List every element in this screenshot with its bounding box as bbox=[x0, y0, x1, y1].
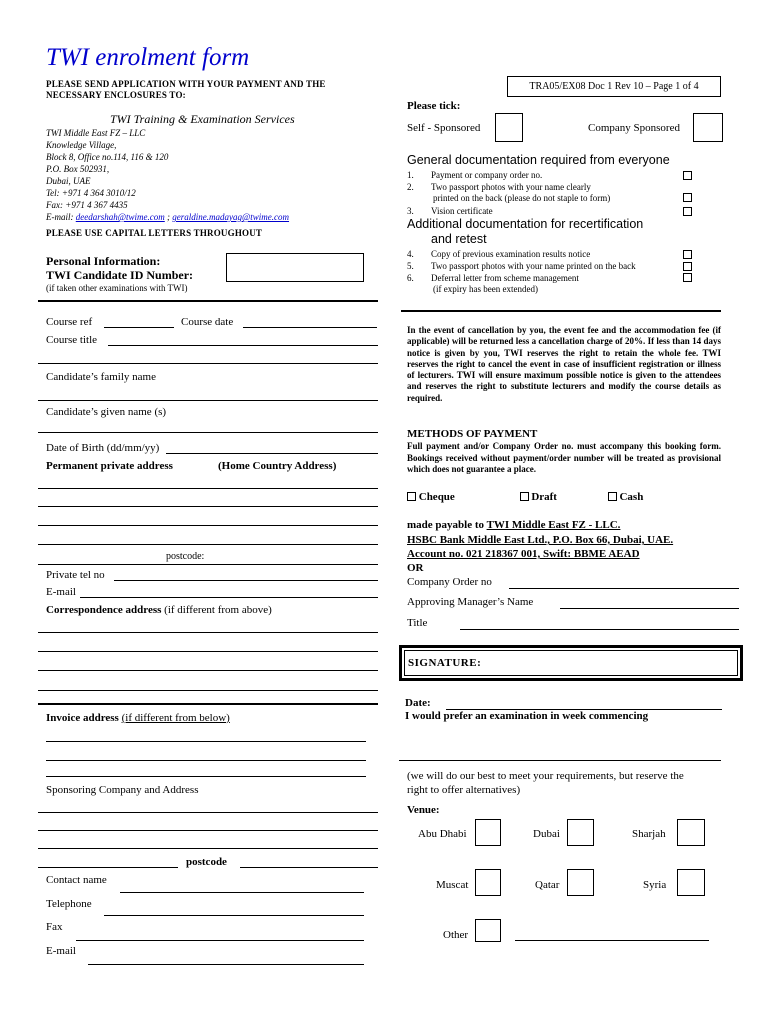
send-heading-1: PLEASE SEND APPLICATION WITH YOUR PAYMENT AND THE bbox=[46, 79, 326, 89]
capital-note: PLEASE USE CAPITAL LETTERS THROUGHOUT bbox=[46, 228, 263, 238]
perm-address-label: Permanent private address bbox=[46, 460, 173, 472]
date-label: Date: bbox=[405, 697, 431, 709]
course-date-field[interactable] bbox=[243, 327, 377, 328]
venue-muscat-checkbox[interactable] bbox=[475, 869, 501, 896]
corr-address-line-1[interactable] bbox=[38, 632, 378, 633]
doc-ref-box bbox=[507, 76, 721, 97]
bank-details: HSBC Bank Middle East Ltd., P.O. Box 66, Dubai, UAE. bbox=[407, 534, 674, 546]
account-details: Account no. 021 218367 001, Swift: BBME AEAD bbox=[407, 548, 640, 560]
home-country-label: (Home Country Address) bbox=[218, 460, 337, 472]
title-label: Title bbox=[407, 617, 428, 629]
perm-address-line-4[interactable] bbox=[38, 544, 378, 545]
postcode-field[interactable] bbox=[38, 564, 378, 565]
venue-qatar-checkbox[interactable] bbox=[567, 869, 594, 896]
sponsoring-line-1[interactable] bbox=[38, 812, 378, 813]
sponsoring-label: Sponsoring Company and Address bbox=[46, 784, 199, 796]
given-name-label: Candidate’s given name (s) bbox=[46, 406, 167, 418]
general-doc-item: 3. Vision certificate bbox=[407, 206, 493, 216]
email-link-1[interactable]: deedarshah@twime.com bbox=[75, 212, 165, 222]
course-ref-field[interactable] bbox=[104, 327, 174, 328]
venue-label: Venue: bbox=[407, 804, 440, 816]
perm-address-line-1[interactable] bbox=[38, 488, 378, 489]
address-line: Block 8, Office no.114, 116 & 120 bbox=[46, 152, 169, 162]
private-tel-label: Private tel no bbox=[46, 569, 105, 581]
company-sponsored-checkbox[interactable] bbox=[693, 113, 723, 142]
additional-docs-list bbox=[407, 249, 697, 296]
venue-abu-dhabi-label: Abu Dhabi bbox=[418, 828, 467, 840]
corr-address-label: Correspondence address bbox=[46, 604, 162, 616]
dob-label: Date of Birth (dd/mm/yy) bbox=[46, 442, 160, 454]
doc-5-checkbox[interactable] bbox=[683, 262, 692, 271]
postcode-label: postcode: bbox=[166, 551, 205, 562]
payment-text: Full payment and/or Company Order no. must accompany this booking form. Bookings received without payment/order number will be treated as provisional which does not guarantee a place. bbox=[407, 441, 721, 474]
or-label: OR bbox=[407, 562, 424, 574]
doc-1-checkbox[interactable] bbox=[683, 171, 692, 180]
additional-docs-heading-2: and retest bbox=[431, 232, 487, 246]
general-doc-item: printed on the back (please do not staple to form) bbox=[433, 193, 611, 203]
family-name-label: Candidate’s family name bbox=[46, 371, 156, 383]
email-field[interactable] bbox=[80, 597, 378, 598]
course-title-field[interactable] bbox=[108, 345, 378, 346]
divider-corr bbox=[38, 703, 378, 705]
cash-label: Cash bbox=[619, 491, 644, 503]
self-sponsored-checkbox[interactable] bbox=[495, 113, 523, 142]
additional-doc-item: 6. Deferral letter from scheme management bbox=[407, 273, 579, 283]
cheque-checkbox[interactable] bbox=[407, 492, 416, 501]
signature-box[interactable] bbox=[399, 645, 743, 681]
course-title-label: Course title bbox=[46, 334, 98, 346]
venue-other-field[interactable] bbox=[515, 940, 709, 941]
invoice-address-row bbox=[46, 712, 230, 724]
dob-field[interactable] bbox=[166, 453, 378, 454]
general-doc-item: 1. Payment or company order no. bbox=[407, 170, 543, 180]
sponsoring-line-3[interactable] bbox=[38, 848, 378, 849]
doc-4-checkbox[interactable] bbox=[683, 250, 692, 259]
form-title: TWI enrolment form bbox=[46, 44, 250, 71]
general-docs-heading: General documentation required from everyone bbox=[407, 153, 670, 167]
alternatives-note-2: right to offer alternatives) bbox=[407, 784, 521, 796]
email-label-left: E-mail bbox=[46, 586, 76, 598]
company-sponsored-label: Company Sponsored bbox=[588, 122, 680, 134]
address-line: P.O. Box 502931, bbox=[46, 164, 110, 174]
address-line: Dubai, UAE bbox=[46, 176, 91, 186]
course-date-label: Course date bbox=[181, 316, 234, 328]
private-tel-field[interactable] bbox=[114, 580, 378, 581]
sponsoring-postcode-pre[interactable] bbox=[38, 867, 178, 868]
additional-doc-item: 5. Two passport photos with your name printed on the back bbox=[407, 261, 636, 271]
corr-address-line-2[interactable] bbox=[38, 651, 378, 652]
venue-dubai-label: Dubai bbox=[533, 828, 560, 840]
doc-ref: TRA05/EX08 Doc 1 Rev 10 – Page 1 of 4 bbox=[529, 81, 699, 92]
email-label: E-mail: bbox=[46, 212, 74, 222]
venue-sharjah-label: Sharjah bbox=[632, 828, 666, 840]
corr-address-line-3[interactable] bbox=[38, 670, 378, 671]
venue-dubai-checkbox[interactable] bbox=[567, 819, 594, 846]
telephone-field[interactable] bbox=[104, 915, 364, 916]
sponsoring-postcode-field[interactable] bbox=[240, 867, 378, 868]
additional-doc-item: (if expiry has been extended) bbox=[433, 284, 538, 294]
doc-6-checkbox[interactable] bbox=[683, 273, 692, 282]
draft-checkbox[interactable] bbox=[520, 492, 529, 501]
venue-sharjah-checkbox[interactable] bbox=[677, 819, 705, 846]
venue-syria-label: Syria bbox=[643, 879, 667, 891]
payable-prefix: made payable to bbox=[407, 519, 484, 531]
additional-docs-heading bbox=[407, 217, 643, 247]
divider-docs bbox=[401, 310, 721, 312]
invoice-address-note: (if different from below) bbox=[121, 712, 230, 724]
email-sep: ; bbox=[167, 212, 171, 222]
perm-address-line-2[interactable] bbox=[38, 506, 378, 507]
corr-address-line-4[interactable] bbox=[38, 690, 378, 691]
fax-label: Fax bbox=[46, 921, 63, 933]
send-heading-2: NECESSARY ENCLOSURES TO: bbox=[46, 90, 186, 100]
sponsoring-line-2[interactable] bbox=[38, 830, 378, 831]
cheque-label: Cheque bbox=[418, 491, 455, 503]
doc-3-checkbox[interactable] bbox=[683, 207, 692, 216]
payment-options bbox=[407, 491, 727, 503]
course-ref-label: Course ref bbox=[46, 316, 93, 328]
self-sponsored-label: Self - Sponsored bbox=[407, 122, 481, 134]
telephone-label: Telephone bbox=[46, 898, 92, 910]
venue-muscat-label: Muscat bbox=[436, 879, 469, 891]
approving-manager-field[interactable] bbox=[560, 608, 739, 609]
personal-heading: Personal Information: bbox=[46, 254, 161, 268]
course-title-field-2[interactable] bbox=[38, 363, 378, 364]
corr-address-note: (if different from above) bbox=[164, 604, 272, 616]
address-line: Knowledge Village, bbox=[46, 140, 117, 150]
doc-2-checkbox[interactable] bbox=[683, 193, 692, 202]
corr-address-row bbox=[46, 604, 272, 616]
cash-checkbox[interactable] bbox=[608, 492, 617, 501]
draft-label: Draft bbox=[531, 491, 557, 503]
venue-qatar-label: Qatar bbox=[535, 879, 560, 891]
cancellation-text: In the event of cancellation by you, the event fee and the accommodation fee (if applicable) will be returned less a cancellation charge of 20%. If less than 14 days notice is given by you, TWI reserves the right to retain the whole fee. TWI reserves the right to cancel the event in case of insufficient registration or illness of lecturers. TWI will ensure maximum possible notice is given to the attendees and reserves the right to substitute lecturers and modify the course details as required. bbox=[407, 325, 721, 403]
email2-label: E-mail bbox=[46, 945, 76, 957]
signature-label: SIGNATURE: bbox=[408, 657, 482, 669]
divider-personal bbox=[38, 300, 378, 302]
candidate-id-note: (if taken other examinations with TWI) bbox=[46, 283, 188, 293]
address-block bbox=[46, 127, 289, 223]
invoice-address-line-1[interactable] bbox=[46, 741, 366, 742]
general-doc-item: 2. Two passport photos with your name clearly bbox=[407, 182, 591, 192]
venue-syria-checkbox[interactable] bbox=[677, 869, 705, 896]
address-line: Fax: +971 4 367 4435 bbox=[46, 200, 128, 210]
address-line: Tel: +971 4 364 3010/12 bbox=[46, 188, 136, 198]
venue-other-checkbox[interactable] bbox=[475, 919, 501, 942]
email-line bbox=[46, 211, 289, 223]
invoice-address-line-2[interactable] bbox=[46, 760, 366, 761]
additional-docs-heading-1: Additional documentation for recertification bbox=[407, 217, 644, 231]
family-name-field[interactable] bbox=[38, 400, 378, 401]
perm-address-line-3[interactable] bbox=[38, 525, 378, 526]
contact-name-field[interactable] bbox=[120, 892, 364, 893]
prefer-field[interactable] bbox=[399, 760, 721, 761]
invoice-address-line-3[interactable] bbox=[46, 776, 366, 777]
additional-doc-item: 4. Copy of previous examination results notice bbox=[407, 249, 591, 259]
fax-field[interactable] bbox=[76, 940, 364, 941]
given-name-field[interactable] bbox=[38, 432, 378, 433]
org-name: TWI Training & Examination Services bbox=[110, 112, 295, 126]
address-line: TWI Middle East FZ – LLC bbox=[46, 128, 146, 138]
candidate-id-label: TWI Candidate ID Number: bbox=[46, 268, 194, 282]
email-link-2[interactable]: geraldine.madayag@twime.com bbox=[172, 212, 290, 222]
payment-heading: METHODS OF PAYMENT bbox=[407, 428, 538, 440]
venue-abu-dhabi-checkbox[interactable] bbox=[475, 819, 501, 846]
prefer-label: I would prefer an examination in week commencing bbox=[405, 710, 649, 722]
contact-name-label: Contact name bbox=[46, 874, 107, 886]
please-tick-label: Please tick: bbox=[407, 100, 461, 112]
alternatives-note-1: (we will do our best to meet your requirements, but reserve the bbox=[407, 770, 684, 782]
payable-row bbox=[407, 519, 620, 531]
alternatives-note bbox=[407, 769, 684, 797]
company-order-field[interactable] bbox=[509, 588, 739, 589]
approving-manager-label: Approving Manager’s Name bbox=[407, 596, 534, 608]
email2-field[interactable] bbox=[88, 964, 364, 965]
candidate-id-input[interactable] bbox=[226, 253, 364, 282]
payable-to: TWI Middle East FZ - LLC. bbox=[486, 519, 621, 531]
company-order-label: Company Order no bbox=[407, 576, 492, 588]
venue-other-label: Other bbox=[443, 929, 469, 941]
invoice-address-label: Invoice address bbox=[46, 712, 119, 724]
postcode2-label: postcode bbox=[186, 856, 227, 868]
general-docs-list bbox=[407, 170, 697, 218]
title-field[interactable] bbox=[460, 629, 739, 630]
